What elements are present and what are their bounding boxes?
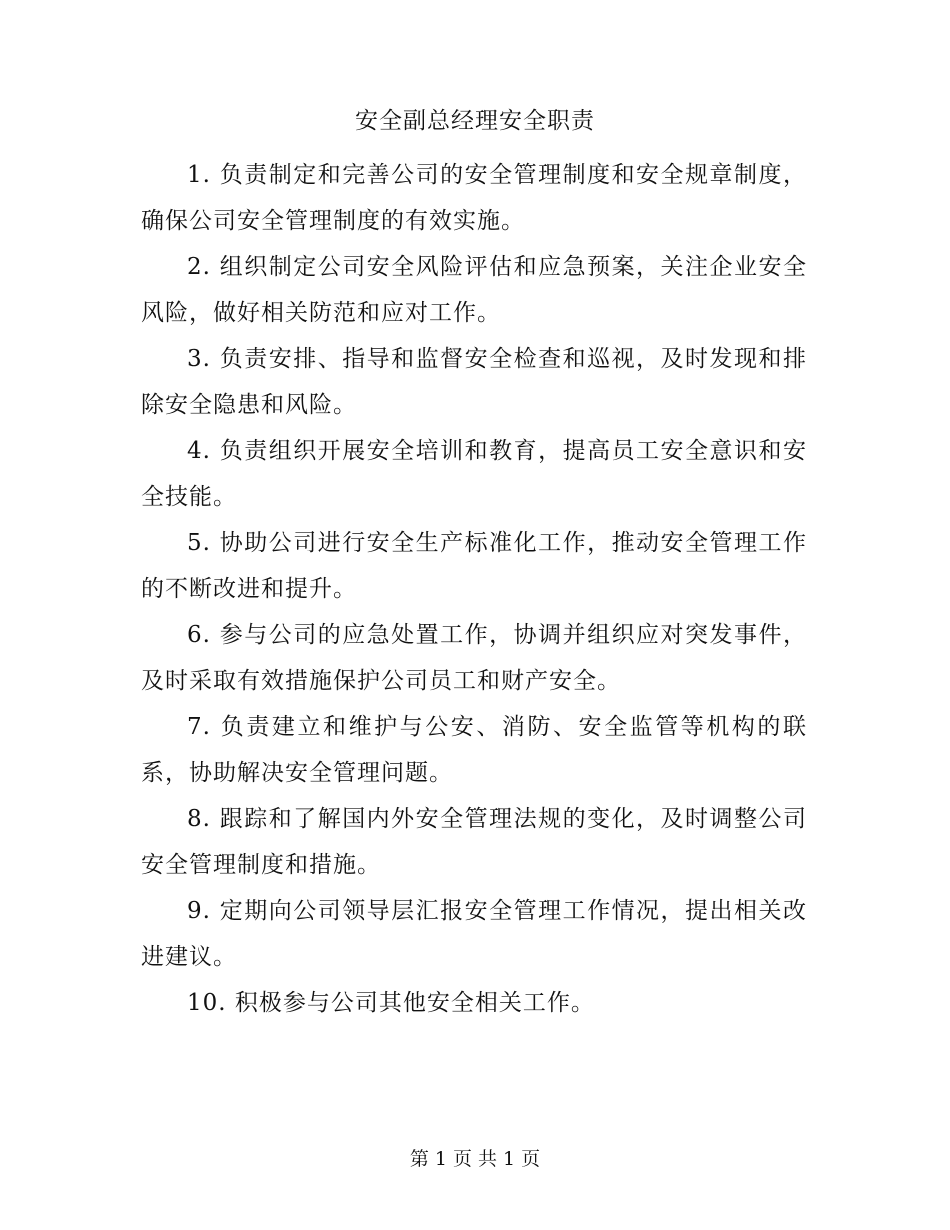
duties-list (141, 152, 807, 1026)
duty-item-1: 1. 负责制定和完善公司的安全管理制度和安全规章制度，确保公司安全管理制度的有效实施。 (141, 162, 807, 234)
duty-item-3: 3. 负责安排、指导和监督安全检查和巡视，及时发现和排除安全隐患和风险。 (141, 346, 807, 418)
duty-item-4: 4. 负责组织开展安全培训和教育，提高员工安全意识和安全技能。 (141, 438, 807, 510)
duty-item-2: 2. 组织制定公司安全风险评估和应急预案，关注企业安全风险，做好相关防范和应对工作。 (141, 254, 807, 326)
duty-item-8: 8. 跟踪和了解国内外安全管理法规的变化，及时调整公司安全管理制度和措施。 (141, 806, 807, 878)
document-title: 安全副总经理安全职责 (355, 108, 595, 134)
duty-item-10: 10. 积极参与公司其他安全相关工作。 (187, 990, 595, 1016)
duty-item-5: 5. 协助公司进行安全生产标准化工作，推动安全管理工作的不断改进和提升。 (141, 530, 807, 602)
duty-item-7: 7. 负责建立和维护与公安、消防、安全监管等机构的联系，协助解决安全管理问题。 (141, 714, 807, 786)
duty-item-6: 6. 参与公司的应急处置工作，协调并组织应对突发事件，及时采取有效措施保护公司员工和财产安全。 (141, 622, 807, 694)
page-number-footer: 第 1 页 共 1 页 (409, 1148, 541, 1170)
duty-item-9: 9. 定期向公司领导层汇报安全管理工作情况，提出相关改进建议。 (141, 898, 807, 970)
